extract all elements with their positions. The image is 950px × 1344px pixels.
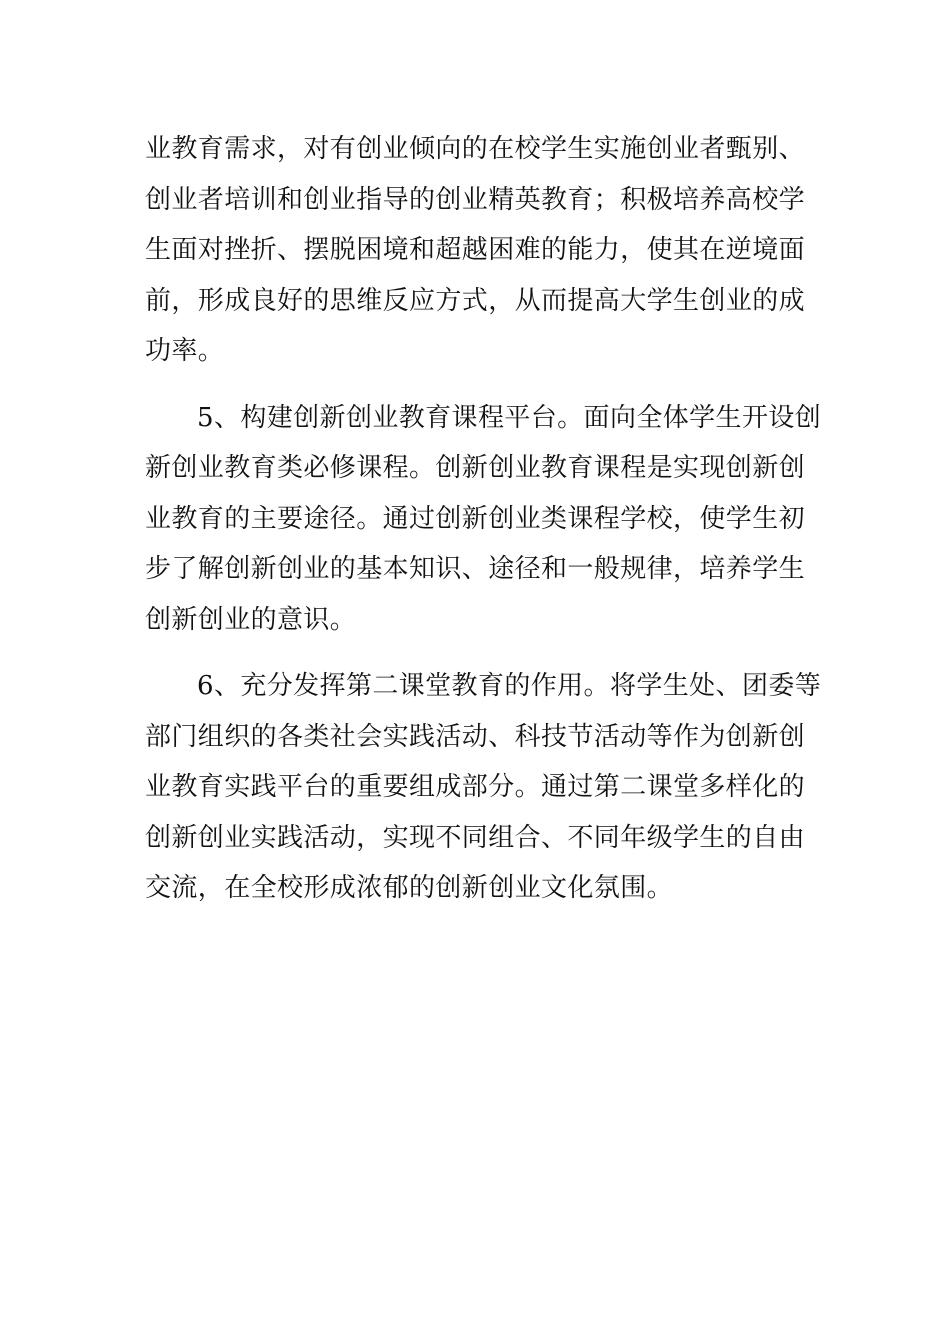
text-line: 创新创业的意识。 bbox=[145, 604, 357, 635]
text-line: 业教育需求，对有创业倾向的在校学生实施创业者甄别、 bbox=[145, 134, 806, 164]
text-line: 生面对挫折、摆脱困境和超越困难的能力，使其在逆境面 bbox=[145, 235, 806, 265]
text-line: 6、充分发挥第二课堂教育的作用。将学生处、团委等 bbox=[197, 671, 822, 701]
paragraph-item-6-second-classroom bbox=[145, 661, 822, 914]
text-line: 业教育实践平台的重要组成部分。通过第二课堂多样化的 bbox=[145, 772, 806, 802]
document-body bbox=[145, 124, 822, 914]
text-line: 新创业教育类必修课程。创新创业教育课程是实现创新创 bbox=[145, 453, 806, 483]
text-line: 功率。 bbox=[145, 336, 225, 366]
text-line: 创新创业实践活动，实现不同组合、不同年级学生的自由 bbox=[145, 822, 806, 853]
text-line: 步了解创新创业的基本知识、途径和一般规律，培养学生 bbox=[145, 554, 806, 584]
text-line: 创业者培训和创业指导的创业精英教育；积极培养高校学 bbox=[145, 184, 806, 215]
text-line: 部门组织的各类社会实践活动、科技节活动等作为创新创 bbox=[145, 721, 806, 752]
text-line: 5、构建创新创业教育课程平台。面向全体学生开设创 bbox=[197, 402, 822, 433]
text-line: 交流，在全校形成浓郁的创新创业文化氛围。 bbox=[145, 873, 674, 903]
paragraph-item-5-course-platform bbox=[145, 393, 822, 646]
text-line: 前，形成良好的思维反应方式，从而提高大学生创业的成 bbox=[145, 285, 806, 316]
paragraph-entrepreneurship-elite-education bbox=[145, 124, 805, 377]
text-line: 业教育的主要途径。通过创新创业类课程学校，使学生初 bbox=[145, 503, 806, 534]
